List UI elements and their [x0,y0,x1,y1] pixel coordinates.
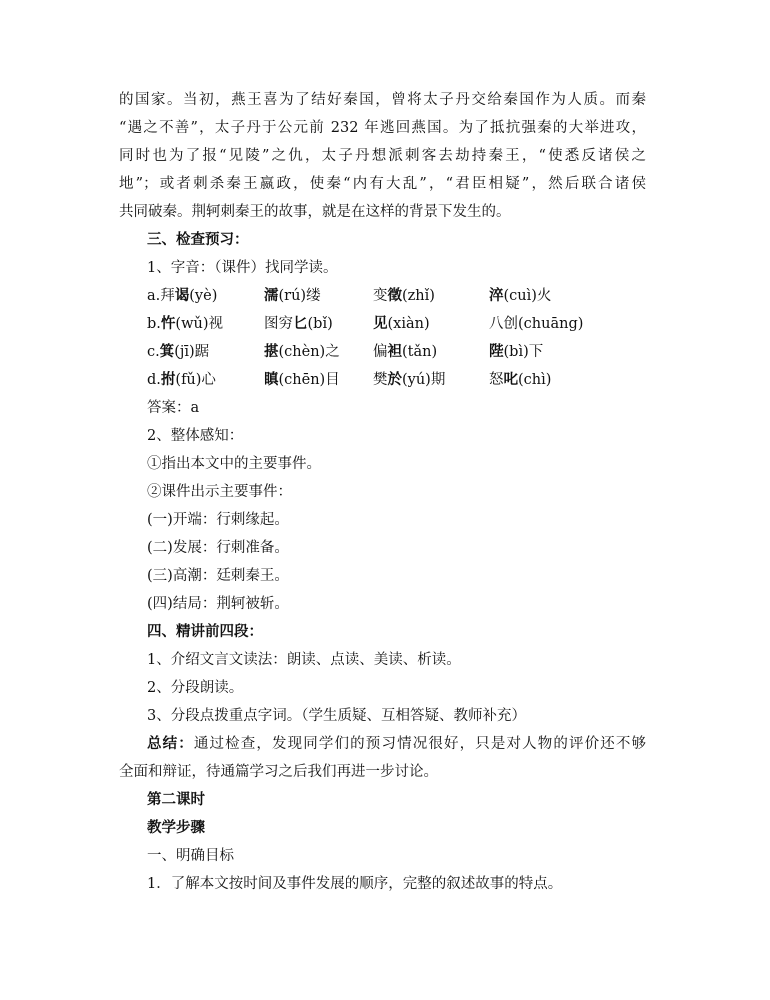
list-item: ②课件出示主要事件： [147,484,292,500]
pronunciation-item: d.拊(fǔ)心 [147,371,216,388]
intro-line: 同时也为了报“见陵”之仇，太子丹想派刺客去劫持秦王，“使悉反诸侯之 [119,148,646,164]
intro-line: 的国家。当初，燕王喜为了结好秦国，曾将太子丹交给秦国作为人质。而秦 [119,92,646,108]
pronunciation-item: 变徵(zhǐ) [373,287,435,304]
section-heading: 四、精讲前四段： [147,623,263,640]
goal-line: 1．了解本文按时间及事件发展的顺序，完整的叙述故事的特点。 [147,876,563,892]
summary-line: 总结：通过检查，发现同学们的预习情况很好，只是对人物的评价还不够 [147,735,647,752]
list-item: (三)高潮：廷刺秦王。 [147,568,289,584]
pronunciation-item: 陛(bì)下 [489,343,544,360]
summary-label: 总结： [147,735,194,752]
intro-line: 地”；或者刺杀秦王嬴政，使秦“内有大乱”，“君臣相疑”，然后联合诸侯 [119,176,646,192]
pronunciation-item: 怒叱(chì) [489,371,552,388]
sub-heading: 一、明确目标 [147,848,234,864]
pronunciation-item: 图穷匕(bǐ) [264,315,333,332]
intro-line: 共同破秦。荆轲刺秦王的故事，就是在这样的背景下发生的。 [119,204,511,220]
steps-heading: 教学步骤 [147,819,205,836]
summary-line: 全面和辩证，待通篇学习之后我们再进一步讨论。 [119,764,438,780]
section-heading: 三、检查预习： [147,231,249,248]
pronunciation-item: a.拜谒(yè) [147,287,218,304]
list-item: 1、介绍文言文读法：朗读、点读、美读、析读。 [147,652,461,668]
pronunciation-item: 淬(cuì)火 [489,287,552,304]
question-line: 2、整体感知： [147,428,244,444]
pronunciation-item: 八创(chuāng) [489,316,584,332]
pronunciation-item: 瞋(chēn)目 [264,371,340,388]
intro-line: “遇之不善”，太子丹于公元前 232 年逃回燕国。为了抵抗强秦的大举进攻， [119,120,646,136]
list-item: (四)结局：荆轲被斩。 [147,596,289,612]
list-item: (一)开端：行刺缘起。 [147,512,289,528]
pronunciation-item: 见(xiàn) [373,315,430,332]
pronunciation-item: 揕(chèn)之 [264,343,340,360]
pronunciation-item: 濡(rú)缕 [264,287,321,304]
pronunciation-item: 樊於(yú)期 [373,371,446,388]
list-item: 2、分段朗读。 [147,680,244,696]
pronunciation-item: 偏袒(tǎn) [373,343,438,360]
pronunciation-item: b.忤(wǔ)视 [147,315,223,332]
list-item: (二)发展：行刺准备。 [147,540,289,556]
list-item: 3、分段点拨重点字词。（学生质疑、互相答疑、教师补充） [147,708,526,724]
answer-line: 答案：a [147,400,200,416]
list-item: ①指出本文中的主要事件。 [147,456,321,472]
pronunciation-item: c.箕(jī)踞 [147,343,210,360]
lesson-heading: 第二课时 [147,791,205,808]
question-line: 1、字音：（课件）找同学读。 [147,260,338,276]
